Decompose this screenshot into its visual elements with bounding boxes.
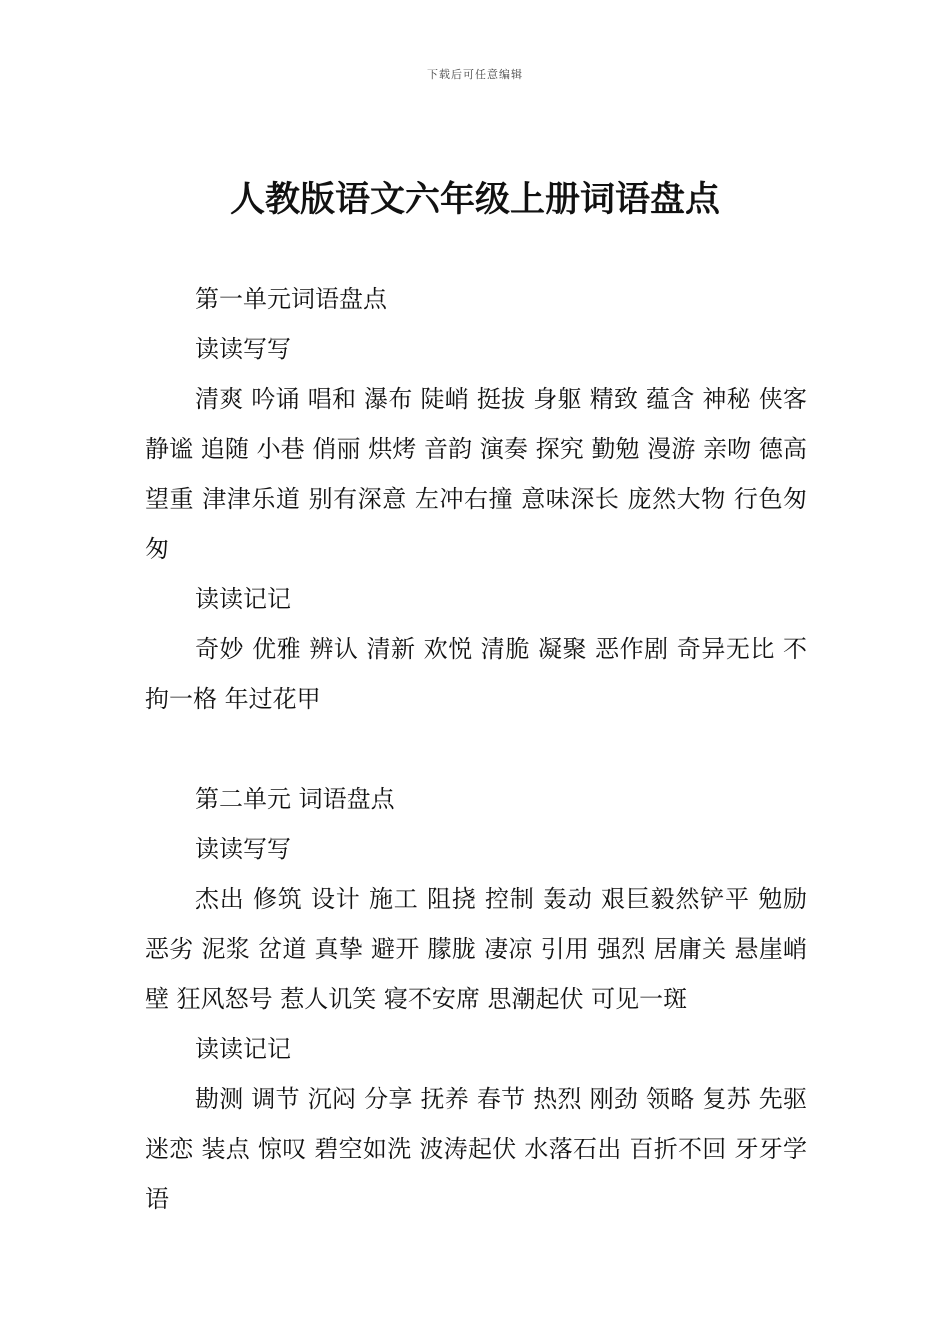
unit2-read-write-label: 读读写写: [195, 835, 291, 863]
unit2-read-remember-label: 读读记记: [195, 1035, 291, 1063]
document-body: [145, 274, 807, 1224]
unit2-read-write-words: 杰出 修筑 设计 施工 阻挠 控制 轰动 艰巨毅然铲平 勉励 恶劣 泥浆 岔道 真挚 避开 朦胧 凄凉 引用 强烈 居庸关 悬崖峭壁 狂风怒号 惹人讥笑 寝不安席 思潮起伏 可见一斑: [145, 885, 807, 1013]
unit1-read-remember-label: 读读记记: [195, 585, 291, 613]
section-spacer: [145, 724, 807, 774]
unit2-read-remember-words: 勘测 调节 沉闷 分享 抚养 春节 热烈 刚劲 领略 复苏 先驱 迷恋 装点 惊叹 碧空如洗 波涛起伏 水落石出 百折不回 牙牙学语: [145, 1085, 807, 1213]
unit1-read-write-label: 读读写写: [195, 335, 291, 363]
unit1-heading: 第一单元词语盘点: [195, 285, 387, 313]
unit2-heading: 第二单元 词语盘点: [195, 785, 395, 813]
header-note: 下载后可任意编辑: [427, 68, 523, 81]
unit1-read-remember-words: 奇妙 优雅 辨认 清新 欢悦 清脆 凝聚 恶作剧 奇异无比 不拘一格 年过花甲: [145, 635, 807, 713]
page-title: 人教版语文六年级上册词语盘点: [229, 179, 720, 220]
unit1-read-write-words: 清爽 吟诵 唱和 瀑布 陡峭 挺拔 身躯 精致 蕴含 神秘 侠客 静谧 追随 小巷 俏丽 烘烤 音韵 演奏 探究 勤勉 漫游 亲吻 德高望重 津津乐道 别有深意 左冲右撞 意味深长 庞然大物 行色匆匆: [145, 385, 807, 563]
